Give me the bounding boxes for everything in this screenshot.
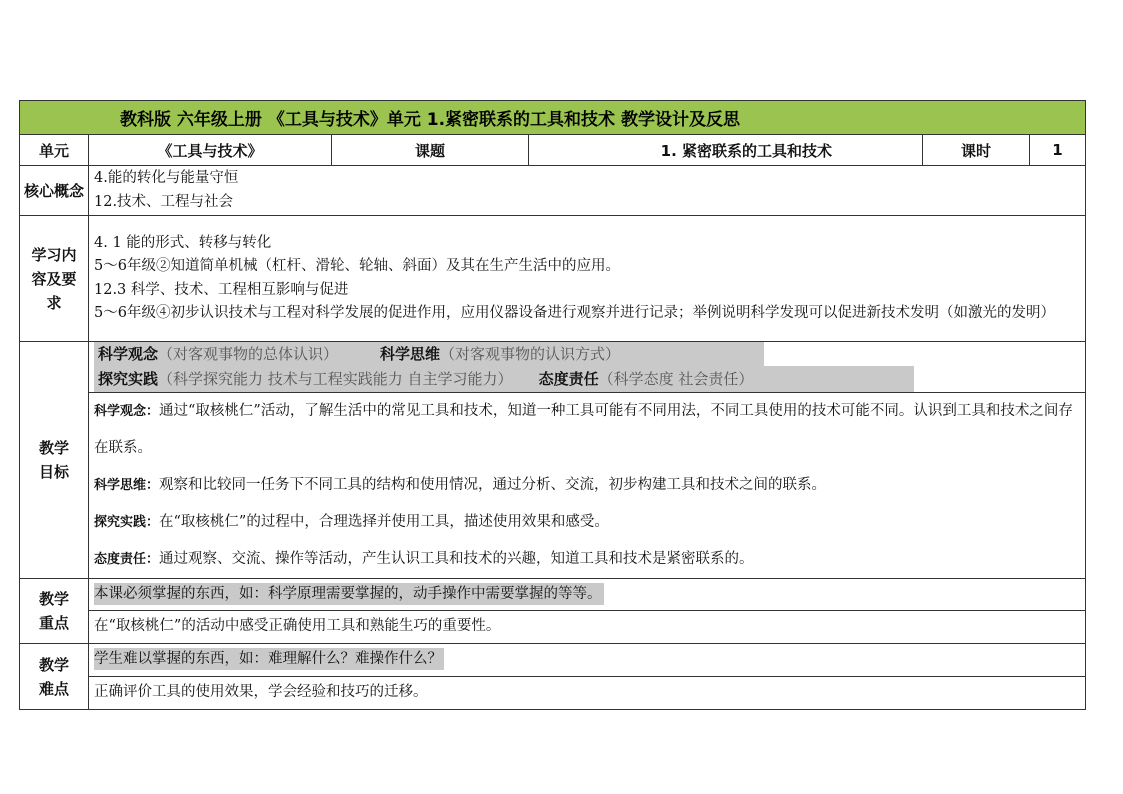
objectives-content: [89, 393, 1086, 579]
teaching-goals-label: 教学目标: [20, 342, 89, 579]
learning-requirements-label: 学习内容及要求: [20, 216, 89, 342]
literacy-line-2: [94, 366, 914, 392]
learning-requirements-content: [89, 216, 1086, 342]
lesson-plan-document: [19, 100, 1085, 710]
requirement-line: 4. 1 能的形式、转移与转化: [94, 234, 272, 251]
literacy-desc: （对客观事物的认识方式）: [440, 345, 621, 363]
lesson-plan-table: [19, 100, 1086, 710]
objective-key: 态度责任：: [94, 552, 160, 567]
literacy-desc: （科学态度 社会责任）: [598, 370, 754, 388]
literacy-row: [20, 342, 1086, 393]
topic-value: 1. 紧密联系的工具和技术: [529, 135, 923, 166]
literacy-key: 态度责任: [538, 370, 599, 388]
period-label: 课时: [923, 135, 1030, 166]
difficulties-text: 正确评价工具的使用效果，学会经验和技巧的迁移。: [89, 677, 1086, 710]
objective-text: 观察和比较同一任务下不同工具的结构和使用情况，通过分析、交流，初步构建工具和技术之间的联系。: [159, 477, 827, 493]
title-row: [20, 101, 1086, 135]
document-title: 教科版 六年级上册 《工具与技术》单元 1.紧密联系的工具和技术 教学设计及反思: [20, 101, 1086, 135]
learning-requirements-row: [20, 216, 1086, 342]
objective-key: 科学观念：: [94, 404, 160, 419]
requirement-line: 5～6年级④初步认识技术与工程对科学发展的促进作用，应用仪器设备进行观察并进行记录；举例说明科学发现可以促进新技术发明（如激光的发明）: [94, 305, 1055, 321]
literacy-key: 探究实践: [98, 370, 159, 388]
key-points-label: 教学重点: [20, 579, 89, 644]
objective-text: 通过观察、交流、操作等活动，产生认识工具和技术的兴趣，知道工具和技术是紧密联系的。: [159, 551, 754, 567]
key-points-text: 在“取核桃仁”的活动中感受正确使用工具和熟能生巧的重要性。: [89, 611, 1086, 644]
requirement-line: 5～6年级②知道简单机械（杠杆、滑轮、轮轴、斜面）及其在生产生活中的应用。: [94, 258, 620, 274]
core-concept-line: 4.能的转化与能量守恒: [94, 170, 239, 186]
difficulties-hint: 学生难以掌握的东西，如：难理解什么？难操作什么？: [94, 648, 444, 670]
difficulties-row: [20, 677, 1086, 710]
unit-value: 《工具与技术》: [89, 135, 332, 166]
key-points-row: [20, 611, 1086, 644]
objective-key: 科学思维：: [94, 478, 160, 493]
objectives-row: [20, 393, 1086, 579]
literacy-line-1: [94, 342, 764, 366]
topic-label: 课题: [332, 135, 529, 166]
objective-text: 在“取核桃仁”的过程中，合理选择并使用工具，描述使用效果和感受。: [159, 514, 609, 530]
objective-text: 通过“取核桃仁”活动，了解生活中的常见工具和技术，知道一种工具可能有不同用法，不同工具使用的技术可能不同。认识到工具和技术之间存在联系。: [94, 403, 1073, 456]
objective-item: [94, 393, 1085, 467]
core-concept-line: 12.技术、工程与社会: [94, 193, 234, 210]
objective-key: 探究实践：: [94, 515, 160, 530]
key-points-hint: 本课必须掌握的东西，如：科学原理需要掌握的，动手操作中需要掌握的等等。: [94, 583, 604, 605]
difficulties-hint-row: [20, 644, 1086, 677]
core-concepts-label: 核心概念: [20, 166, 89, 216]
objective-item: [94, 541, 1085, 578]
difficulties-label: 教学难点: [20, 644, 89, 710]
core-concepts-row: [20, 166, 1086, 216]
core-concepts-content: [89, 166, 1086, 216]
literacy-key: 科学思维: [380, 345, 441, 363]
header-row: [20, 135, 1086, 166]
literacy-key: 科学观念: [98, 345, 159, 363]
period-value: 1: [1030, 135, 1086, 166]
objective-item: [94, 504, 1085, 541]
unit-label: 单元: [20, 135, 89, 166]
requirement-line: 12.3 科学、技术、工程相互影响与促进: [94, 281, 349, 298]
literacy-desc: （对客观事物的总体认识）: [158, 345, 339, 363]
objective-item: [94, 467, 1085, 504]
literacy-dimensions: [89, 342, 1086, 393]
literacy-desc: （科学探究能力 技术与工程实践能力 自主学习能力）: [158, 370, 513, 388]
key-points-hint-row: [20, 579, 1086, 611]
